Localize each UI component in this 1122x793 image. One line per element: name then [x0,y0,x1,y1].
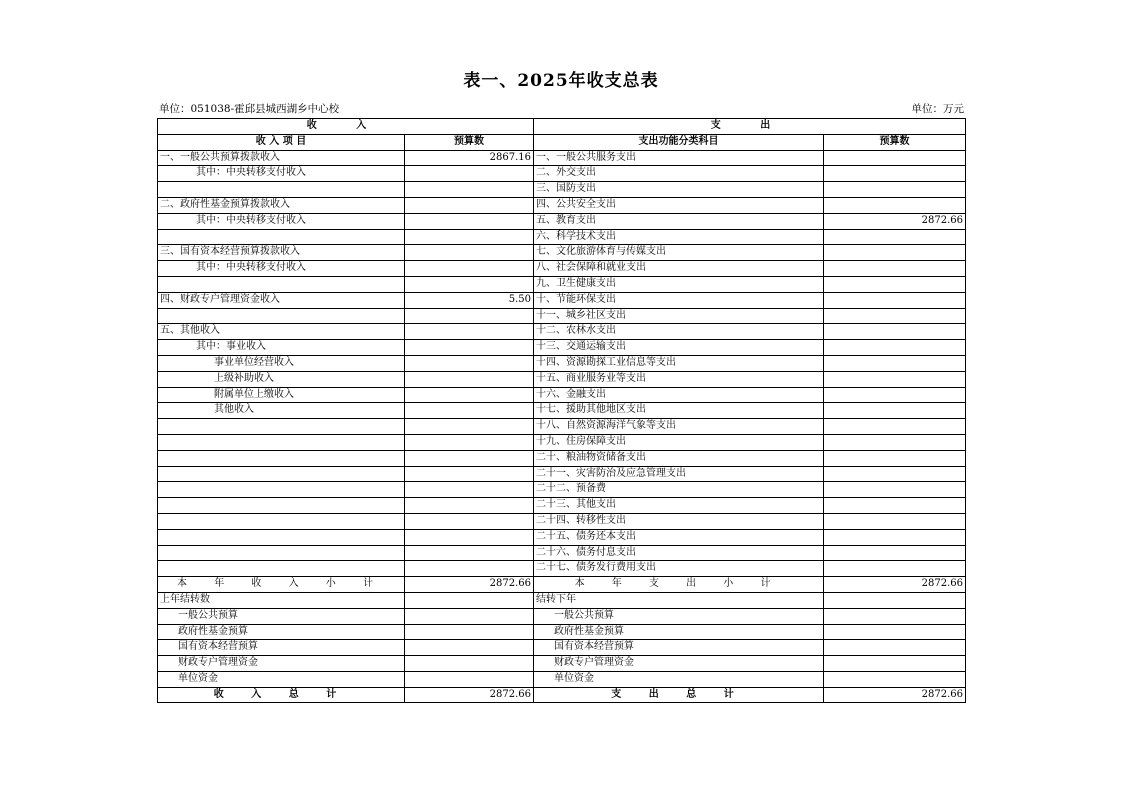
table-row [158,340,966,356]
income-carry-label: 政府性基金预算 [158,624,405,640]
expense-amount-cell [824,355,966,371]
table-row [158,261,966,277]
carry-row [158,656,966,672]
table-row [158,561,966,577]
expense-amount-cell [824,482,966,498]
income-item-cell [158,513,405,529]
income-item-cell [158,545,405,561]
income-item-cell [158,419,405,435]
table-row [158,229,966,245]
expense-item-cell: 十八、自然资源海洋气象等支出 [534,419,824,435]
expense-amount-cell [824,371,966,387]
expense-amount-cell [824,466,966,482]
expense-item-cell: 八、社会保障和就业支出 [534,261,824,277]
expense-amount-cell [824,545,966,561]
table-row [158,308,966,324]
income-total-label: 收 入 总 计 [158,687,405,703]
expense-item-cell: 二十、粮油物资储备支出 [534,450,824,466]
income-carry-label: 上年结转数 [158,592,405,608]
income-carry-value [405,592,534,608]
income-item-cell: 事业单位经营收入 [158,355,405,371]
table-row [158,245,966,261]
expense-amount-cell [824,434,966,450]
income-item-cell: 二、政府性基金预算拨款收入 [158,197,405,213]
header-row-top [158,119,966,135]
expense-amount-cell [824,197,966,213]
expense-amount-cell [824,403,966,419]
expense-carry-value [824,624,966,640]
income-amount-cell [405,498,534,514]
income-item-cell: 其中：中央转移支付收入 [158,261,405,277]
expense-carry-value [824,608,966,624]
expense-amount-cell [824,276,966,292]
income-item-cell: 五、其他收入 [158,324,405,340]
income-item-cell [158,498,405,514]
income-carry-label: 财政专户管理资金 [158,656,405,672]
income-amount-cell: 2867.16 [405,150,534,166]
expense-item-cell: 十七、援助其他地区支出 [534,403,824,419]
income-item-cell [158,561,405,577]
table-row [158,513,966,529]
table-row [158,324,966,340]
income-item-cell: 一、一般公共预算拨款收入 [158,150,405,166]
table-row [158,182,966,198]
income-amount-cell [405,419,534,435]
income-amount-cell [405,545,534,561]
table-row [158,450,966,466]
expense-total-value: 2872.66 [824,687,966,703]
income-amount-cell [405,450,534,466]
income-amount-cell [405,434,534,450]
expense-carry-label: 单位资金 [534,671,824,687]
page-title: 表一、2025年收支总表 [463,71,659,91]
expense-amount-cell [824,229,966,245]
expense-item-header: 支出功能分类科目 [534,134,824,150]
table-row [158,482,966,498]
unit-organization: 单位：051038-霍邱县城西湖乡中心校 [159,103,340,115]
expense-amount-cell [824,245,966,261]
income-item-cell: 其中：事业收入 [158,340,405,356]
expense-item-cell: 九、卫生健康支出 [534,276,824,292]
income-amount-cell [405,371,534,387]
expense-item-cell: 十五、商业服务业等支出 [534,371,824,387]
subtotal-row [158,577,966,593]
expense-item-cell: 四、公共安全支出 [534,197,824,213]
table-row [158,197,966,213]
income-amount-cell [405,466,534,482]
income-amount-cell [405,513,534,529]
income-item-cell: 其中：中央转移支付收入 [158,213,405,229]
expense-amount-header: 预算数 [824,134,966,150]
income-carry-label: 单位资金 [158,671,405,687]
expense-item-cell: 十九、住房保障支出 [534,434,824,450]
table-row [158,419,966,435]
expense-carry-value [824,592,966,608]
income-total-value: 2872.66 [405,687,534,703]
expense-carry-label: 一般公共预算 [534,608,824,624]
expense-item-cell: 七、文化旅游体育与传媒支出 [534,245,824,261]
income-amount-cell [405,387,534,403]
table-row [158,166,966,182]
income-amount-cell [405,355,534,371]
income-item-header: 收 入 项 目 [158,134,405,150]
expense-amount-cell [824,561,966,577]
income-amount-cell: 5.50 [405,292,534,308]
table-row [158,529,966,545]
expense-item-cell: 六、科学技术支出 [534,229,824,245]
income-item-cell: 其他收入 [158,403,405,419]
expense-item-cell: 二十一、灾害防治及应急管理支出 [534,466,824,482]
carry-row [158,671,966,687]
income-amount-cell [405,229,534,245]
expense-amount-cell [824,166,966,182]
total-row [158,687,966,703]
income-amount-cell [405,403,534,419]
table-row [158,276,966,292]
table-row [158,371,966,387]
header-row-sub [158,134,966,150]
expense-carry-label: 国有资本经营预算 [534,640,824,656]
income-amount-cell [405,340,534,356]
income-carry-value [405,656,534,672]
table-row [158,466,966,482]
expense-item-cell: 五、教育支出 [534,213,824,229]
table-row [158,213,966,229]
expense-item-cell: 十、节能环保支出 [534,292,824,308]
expense-header: 支 出 [534,119,966,135]
carry-row [158,608,966,624]
expense-carry-value [824,656,966,672]
income-item-cell [158,466,405,482]
expense-amount-cell [824,387,966,403]
expense-subtotal-value: 2872.66 [824,577,966,593]
table-row [158,434,966,450]
table-row [158,292,966,308]
table-row [158,545,966,561]
income-amount-cell [405,261,534,277]
expense-carry-label: 财政专户管理资金 [534,656,824,672]
expense-item-cell: 十六、金融支出 [534,387,824,403]
expense-item-cell: 二十五、债务还本支出 [534,529,824,545]
income-carry-value [405,671,534,687]
income-carry-label: 一般公共预算 [158,608,405,624]
income-carry-value [405,640,534,656]
expense-carry-label: 结转下年 [534,592,824,608]
income-amount-cell [405,308,534,324]
income-amount-cell [405,245,534,261]
expense-item-cell: 二十七、债务发行费用支出 [534,561,824,577]
expense-carry-value [824,640,966,656]
table-row [158,150,966,166]
expense-amount-cell [824,529,966,545]
expense-item-cell: 一、一般公共服务支出 [534,150,824,166]
carry-row [158,592,966,608]
income-item-cell: 其中：中央转移支付收入 [158,166,405,182]
expense-item-cell: 十四、资源勘探工业信息等支出 [534,355,824,371]
table-row [158,355,966,371]
budget-summary-table [157,118,966,703]
unit-currency: 单位：万元 [911,103,964,115]
expense-item-cell: 二十四、转移性支出 [534,513,824,529]
income-item-cell: 附属单位上缴收入 [158,387,405,403]
table-row [158,387,966,403]
income-subtotal-value: 2872.66 [405,577,534,593]
expense-amount-cell [824,324,966,340]
income-item-cell: 三、国有资本经营预算拨款收入 [158,245,405,261]
expense-amount-cell [824,261,966,277]
income-item-cell [158,182,405,198]
income-item-cell: 四、财政专户管理资金收入 [158,292,405,308]
income-subtotal-label: 本 年 收 入 小 计 [158,577,405,593]
carry-row [158,624,966,640]
expense-item-cell: 三、国防支出 [534,182,824,198]
income-amount-cell [405,324,534,340]
expense-amount-cell [824,450,966,466]
income-amount-header: 预算数 [405,134,534,150]
income-amount-cell [405,213,534,229]
expense-carry-label: 政府性基金预算 [534,624,824,640]
income-item-cell [158,229,405,245]
expense-subtotal-label: 本 年 支 出 小 计 [534,577,824,593]
income-amount-cell [405,482,534,498]
income-carry-label: 国有资本经营预算 [158,640,405,656]
expense-amount-cell [824,498,966,514]
income-header: 收 入 [158,119,534,135]
income-amount-cell [405,182,534,198]
table-row [158,498,966,514]
income-amount-cell [405,197,534,213]
expense-amount-cell [824,150,966,166]
expense-amount-cell [824,513,966,529]
income-item-cell [158,450,405,466]
income-carry-value [405,624,534,640]
expense-item-cell: 十一、城乡社区支出 [534,308,824,324]
expense-item-cell: 二十二、预备费 [534,482,824,498]
income-amount-cell [405,166,534,182]
expense-amount-cell [824,419,966,435]
income-amount-cell [405,276,534,292]
income-item-cell [158,482,405,498]
income-item-cell [158,434,405,450]
expense-item-cell: 二、外交支出 [534,166,824,182]
expense-amount-cell [824,340,966,356]
expense-item-cell: 十三、交通运输支出 [534,340,824,356]
income-item-cell: 上级补助收入 [158,371,405,387]
income-carry-value [405,608,534,624]
income-amount-cell [405,529,534,545]
expense-carry-value [824,671,966,687]
income-item-cell [158,529,405,545]
expense-amount-cell [824,292,966,308]
income-item-cell [158,276,405,292]
expense-item-cell: 二十三、其他支出 [534,498,824,514]
expense-amount-cell: 2872.66 [824,213,966,229]
table-row [158,403,966,419]
carry-row [158,640,966,656]
expense-item-cell: 十二、农林水支出 [534,324,824,340]
income-item-cell [158,308,405,324]
expense-item-cell: 二十六、债务付息支出 [534,545,824,561]
expense-amount-cell [824,182,966,198]
expense-total-label: 支 出 总 计 [534,687,824,703]
expense-amount-cell [824,308,966,324]
income-amount-cell [405,561,534,577]
